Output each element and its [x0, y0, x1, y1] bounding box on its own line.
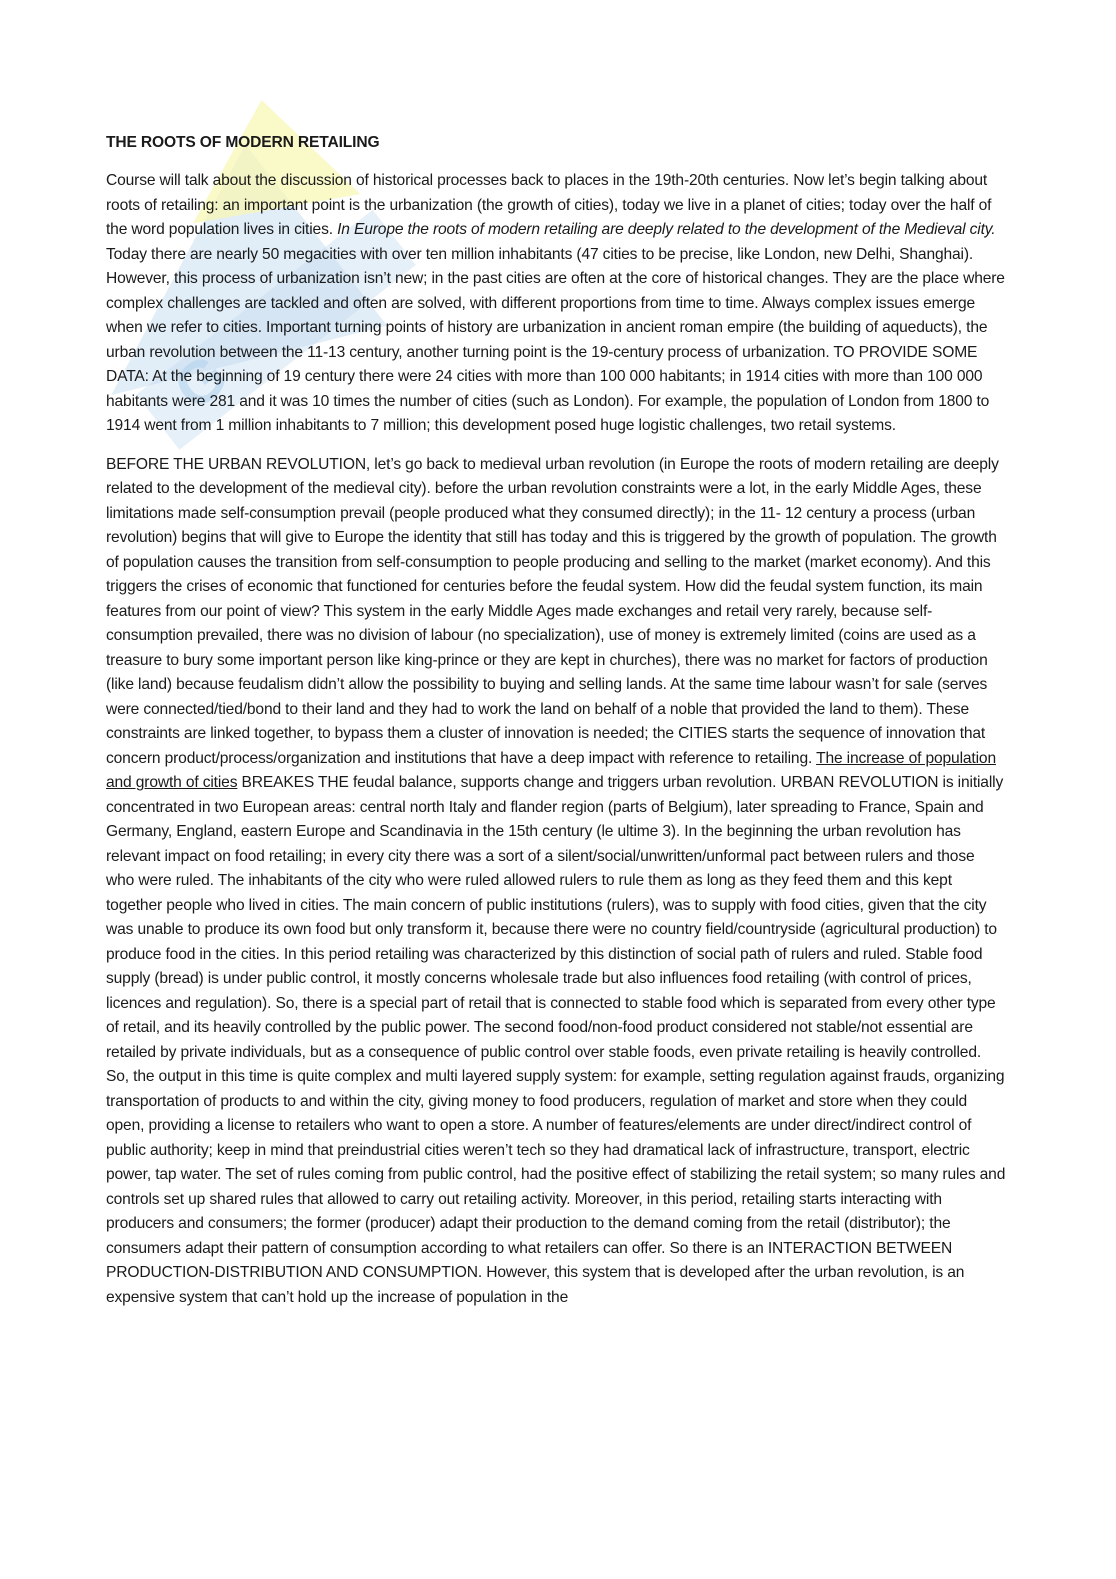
paragraph-before-text-c: BREAKES THE feudal balance, supports change and triggers urban revolution. URBAN REVOLUTION is initially concentrated in two European areas: central north Italy and flander region (parts of Belgium), later spreading to France, Spain and Germany, England, eastern Europe and Scandinavia in the 15th century (le ultime 3). In the beginning the urban revolution has relevant impact on food retailing; in every city there was a sort of a silent/social/unwritten/unformal pact between rulers and those who were ruled. The inhabitants of the city who were ruled allowed rulers to rule them as long as they feed them and this kept together people who lived in cities. The main concern of public institutions (rulers), was to supply with food cities, given that the city was unable to produce its own food but only transform it, because there were no country field/countryside (agricultural production) to produce food in the cities. In this period retailing was characterized by this distinction of social path of rulers and ruled. Stable food supply (bread) is under public control, it mostly concerns wholesale trade but also influences food retailing (with control of prices, licences and regulation). So, there is a special part of retail that is connected to stable food which is separated from every other type of retail, and its heavily controlled by the public power. The second food/non-food product considered not stable/not essential are retailed by private individuals, but as a consequence of public control over stable foods, even private retailing is heavily controlled. So, the output in this time is quite complex and multi layered supply system: for example, setting regulation against frauds, organizing transportation of products to and within the city, giving money to food producers, regulation of market and store when they could open, providing a license to retailers who want to open a store. A number of features/elements are under direct/indirect control of public authority; keep in mind that preindustrial cities weren’t tech so they had dramatical lack of infrastructure, transport, electric power, tap water. The set of rules coming from public control, had the positive effect of stabilizing the retail system; so many rules and controls set up shared rules that allowed to carry out retailing activity. Moreover, in this period, retailing starts interacting with producers and consumers; the former (producer) adapt their production to the demand coming from the retail (distributor); the consumers adapt their pattern of consumption according to what retailers can offer. So there is an INTERACTION BETWEEN PRODUCTION-DISTRIBUTION AND CONSUMPTION. However, this system that is developed after the urban revolution, is an expensive system that can’t hold up the increase of population in the [106, 774, 1006, 1306]
svg-text:G: G [161, 341, 240, 423]
paragraph-before-urban-revolution [106, 453, 1006, 1311]
paragraph-before-underline: The increase of population and growth of cities [106, 749, 996, 791]
paragraph-before-text-a: BEFORE THE URBAN REVOLUTION, let’s go back to medieval urban revolution (in Europe the roots of modern retailing are deeply related to the development of the medieval city). before the urban revolution constraints were a lot, in the early Middle Ages, these limitations made self-consumption prevail (people produced what they consumed directly); in the 11- 12 century a process (urban revolution) begins that will give to Europe the identity that still has today and this is triggered by the growth of population. The growth of population causes the transition from self-consumption to people producing and selling to the market (market economy). And this triggers the crises of economic that functioned for centuries before the feudal system. How did the feudal system function, its main features from our point of view? This system in the early Middle Ages made exchanges and retail very rarely, because self-consumption prevailed, there was no division of labour (no specialization), use of money is extremely limited (coins are used as a treasure to bury some important person like king-prince or they are kept in churches), there was no market for factors of production (like land) because feudalism didn’t allow the possibility to buying and selling lands. At the same time labour wasn’t for sale (serves were connected/tied/bond to their land and they had to work the land on behalf of a noble that provided the land to them). These constraints are linked together, to bypass them a cluster of innovation is needed; the CITIES starts the sequence of innovation that concern product/process/organization and institutions that have a deep impact with reference to retailing. [106, 455, 999, 767]
document-body [106, 131, 1006, 1324]
paragraph-intro [106, 169, 1006, 439]
document-title: THE ROOTS OF MODERN RETAILING [106, 134, 380, 151]
paragraph-intro-text-c: Today there are nearly 50 megacities with over ten million inhabitants (47 cities to be precise, like London, new Delhi, Shanghai). However, this process of urbanization isn’t new; in the past cities are often at the core of historical changes. They are the place where complex challenges are tackled and often are solved, with different proportions from time to time. Always complex issues emerge when we refer to cities. Important turning points of history are urbanization in ancient roman empire (the building of aqueducts), the urban revolution between the 11-13 century, another turning point is the 19-century process of urbanization. TO PROVIDE SOME DATA: At the beginning of 19 century there were 24 cities with more than 100 000 habitants; in 1914 cities with more than 100 000 habitants were 281 and it was 10 times the number of cities (such as London). For example, the population of London from 1800 to 1914 went from 1 million inhabitants to 7 million; this development posed huge logistic challenges, two retail systems. [106, 245, 1005, 434]
paragraph-intro-italic: In Europe the roots of modern retailing are deeply related to the development of the Medieval city. [337, 221, 996, 238]
paragraph-intro-text-a: Course will talk about the discussion of historical processes back to places in the 19th-20th centuries. Now let’s begin talking about roots of retailing: an important point is the urbanization (the growth of cities), today we live in a planet of cities; today over the half of the word population lives in cities. [106, 172, 992, 238]
